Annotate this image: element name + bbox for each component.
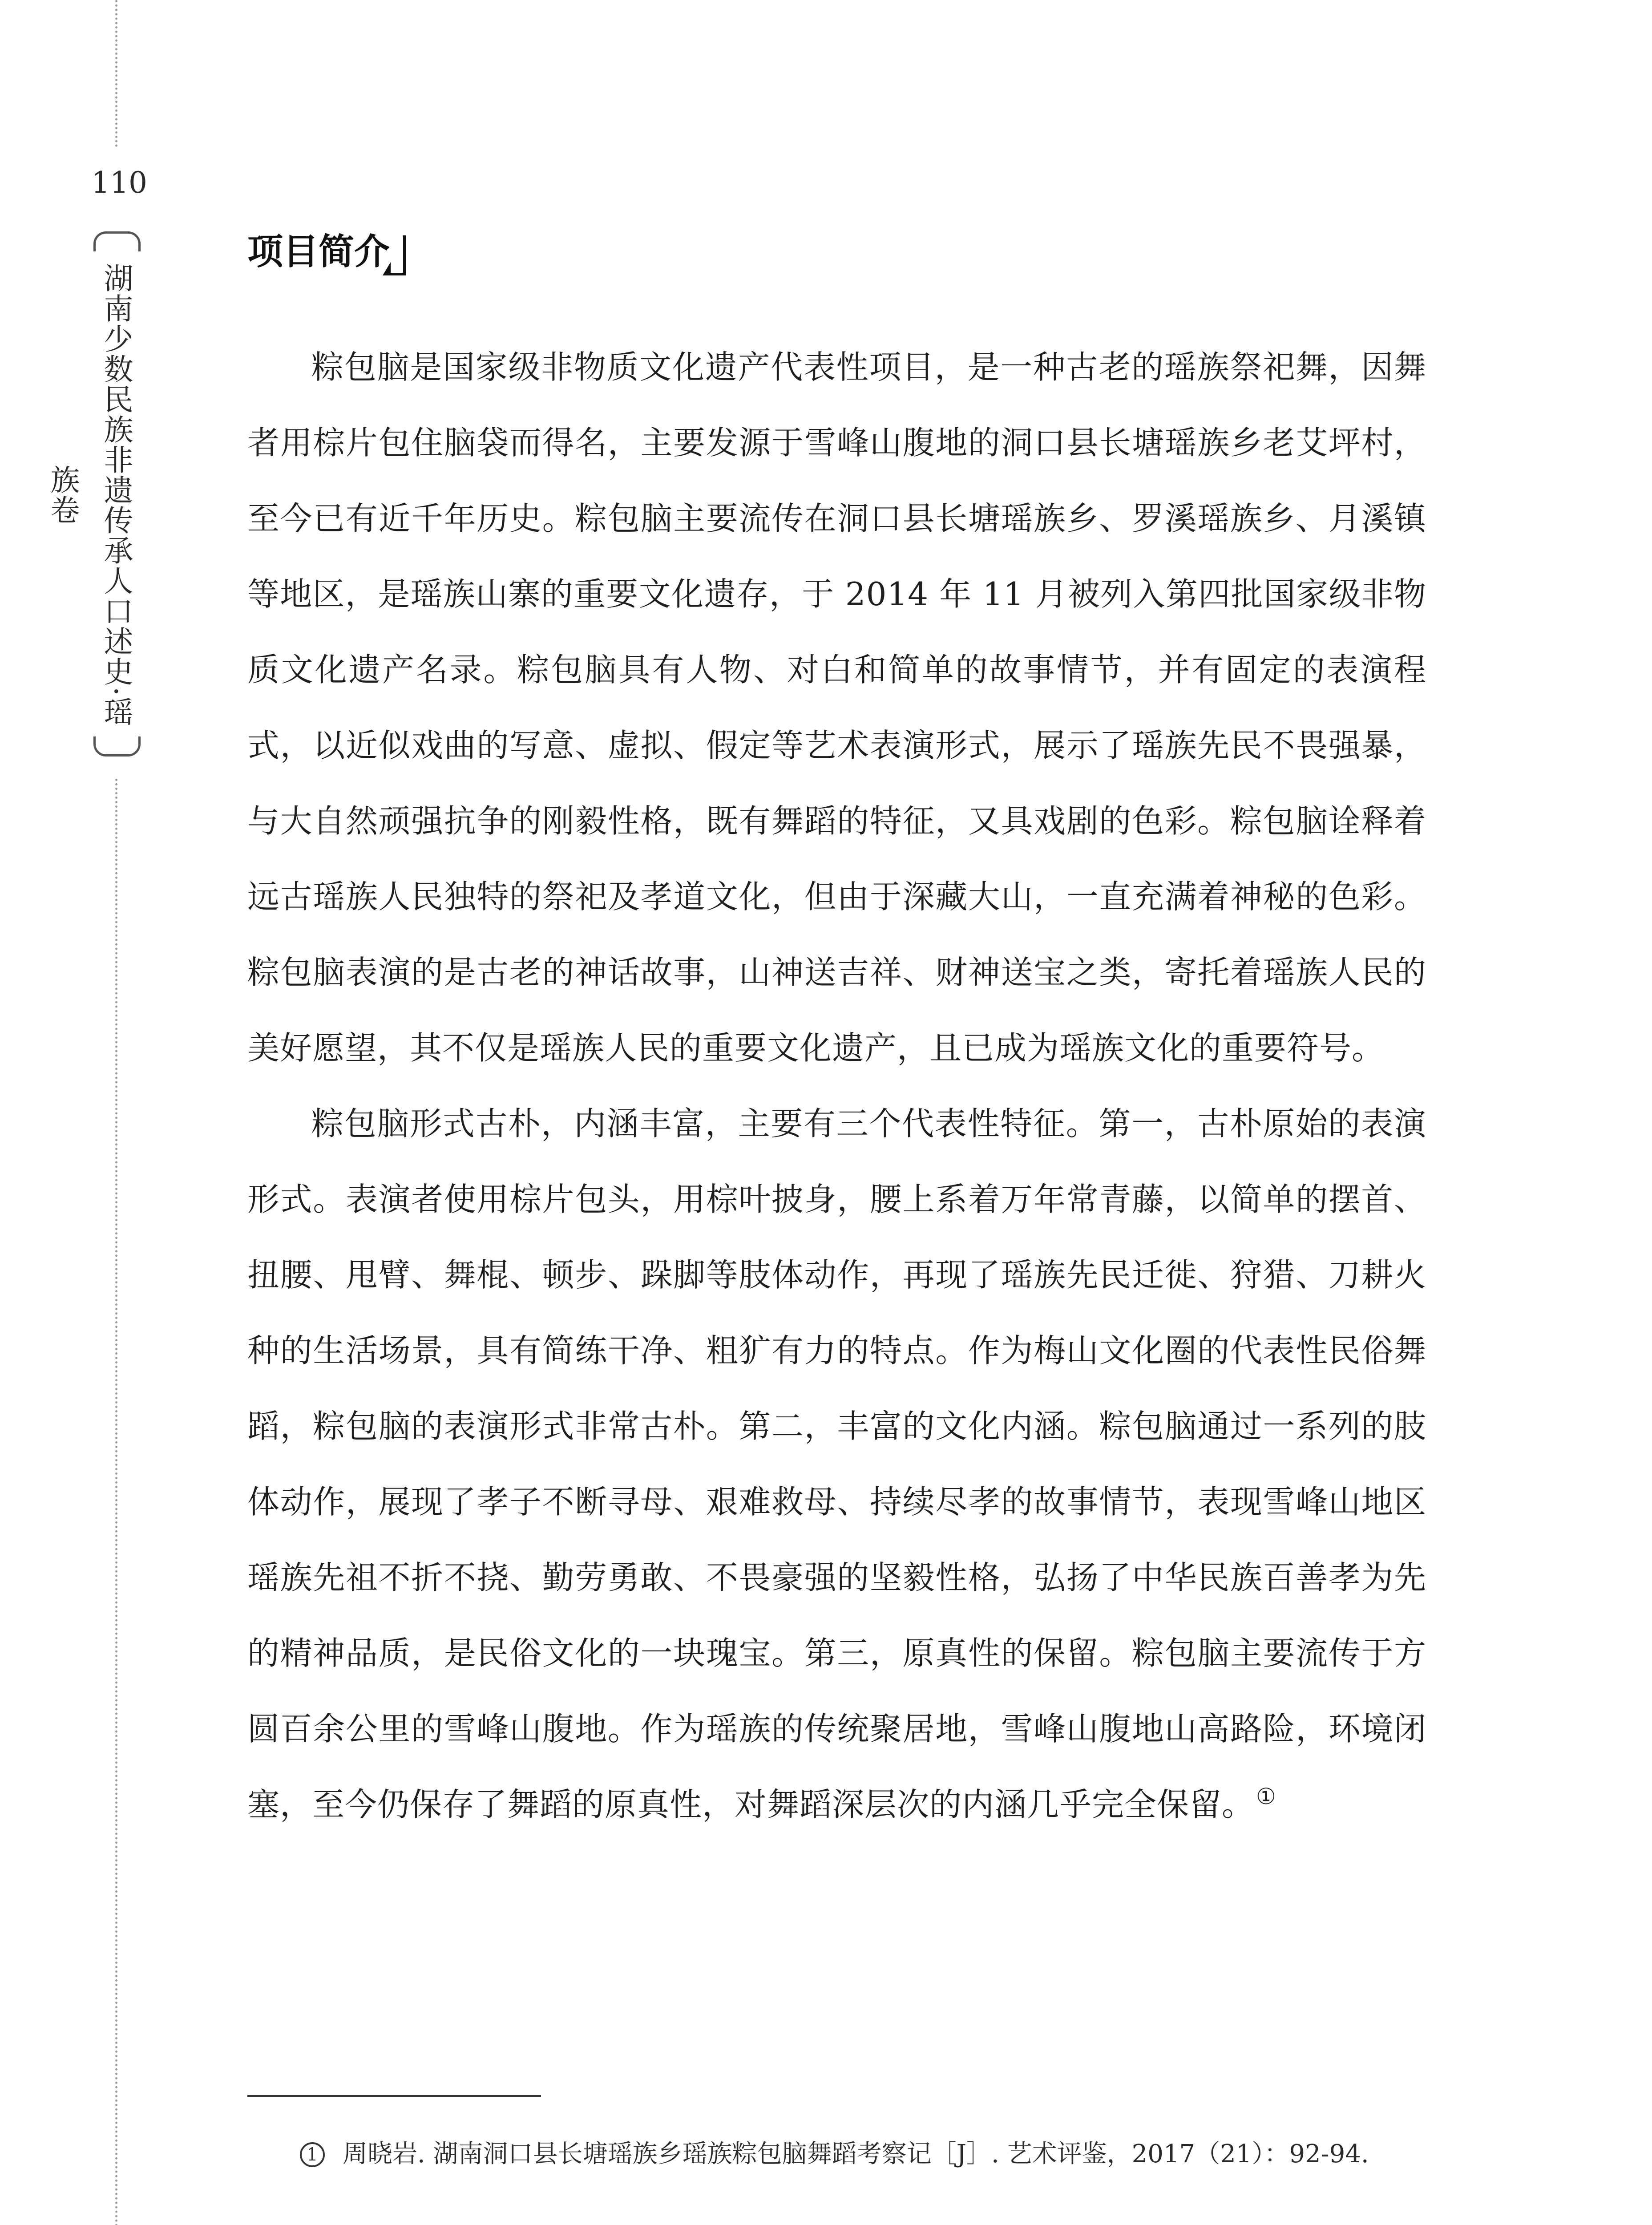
bracket-top-ornament: [93, 231, 141, 251]
paragraph-1: [247, 329, 1426, 1086]
body-text: [247, 329, 1426, 1842]
bracket-bottom-ornament: [93, 736, 141, 756]
section-heading-text: 项目简介: [247, 231, 390, 272]
footnote-marker: 1: [300, 2142, 325, 2167]
paragraph-2-text: 粽包脑形式古朴，内涵丰富，主要有三个代表性特征。第一，古朴原始的表演形式。表演者使用棕片包头，用棕叶披身，腰上系着万年常青藤，以简单的摆首、扭腰、甩臂、舞棍、顿步、跺脚等肢体动作，再现了瑶族先民迁徙、狩猎、刀耕火种的生活场景，具有简练干净、粗犷有力的特点。作为梅山文化圈的代表性民俗舞蹈，粽包脑的表演形式非常古朴。第二，丰富的文化内涵。粽包脑通过一系列的肢体动作，展现了孝子不断寻母、艰难救母、持续尽孝的故事情节，表现雪峰山地区瑶族先祖不折不挠、勤劳勇敢、不畏豪强的坚毅性格，弘扬了中华民族百善孝为先的精神品质，是民俗文化的一块瑰宝。第三，原真性的保留。粽包脑主要流传于方圆百余公里的雪峰山腹地。作为瑶族的传统聚居地，雪峰山腹地山高路险，环境闭塞，至今仍保存了舞蹈的原真性，对舞蹈深层次的内涵几乎完全保留。: [247, 1105, 1426, 1823]
heading-corner-ornament: [390, 235, 406, 275]
footnote-divider: [247, 2095, 541, 2097]
paragraph-1-text: 粽包脑是国家级非物质文化遗产代表性项目，是一种古老的瑶族祭祀舞，因舞者用棕片包住脑袋而得名，主要发源于雪峰山腹地的洞口县长塘瑶族乡老艾坪村，至今已有近千年历史。粽包脑主要流传在洞口县长塘瑶族乡、罗溪瑶族乡、月溪镇等地区，是瑶族山寨的重要文化遗存，于 2014 年 11 月被列入第四批国家级非物质文化遗产名录。粽包脑具有人物、对白和简单的故事情节，并有固定的表演程式，以近似戏曲的写意、虚拟、假定等艺术表演形式，展示了瑶族先民不畏强暴，与大自然顽强抗争的刚毅性格，既有舞蹈的特征，又具戏剧的色彩。粽包脑诠释着远古瑶族人民独特的祭祀及孝道文化，但由于深藏大山，一直充满着神秘的色彩。粽包脑表演的是古老的神话故事，山神送吉祥、财神送宝之类，寄托着瑶族人民的美好愿望，其不仅是瑶族人民的重要文化遗产，且已成为瑶族文化的重要符号。: [247, 348, 1426, 1067]
footnote: [247, 2132, 1426, 2177]
margin-dotted-line-top: [115, 0, 117, 147]
footnote-text: 周晓岩. 湖南洞口县长塘瑶族乡瑶族粽包脑舞蹈考察记［J］. 艺术评鉴，2017（21）：92-94.: [343, 2140, 1369, 2168]
page-number: 110: [91, 166, 147, 200]
paragraph-2: [247, 1086, 1426, 1842]
running-title: [45, 231, 142, 756]
footnote-reference[interactable]: ①: [1256, 1784, 1276, 1809]
section-heading: [247, 225, 406, 278]
margin-dotted-line-bottom: [115, 779, 117, 2225]
running-title-text: 湖南少数民族非遗传承人口述史·瑶族卷: [45, 263, 133, 727]
